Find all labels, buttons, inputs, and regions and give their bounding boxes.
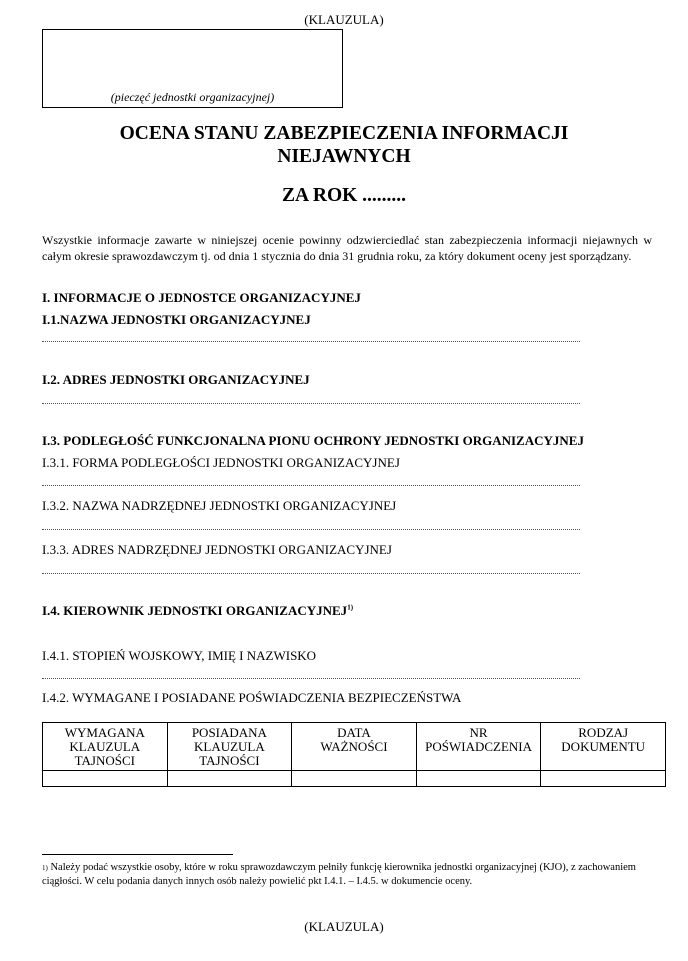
footer-klauzula: (KLAUZULA)	[304, 919, 384, 934]
header-klauzula: (KLAUZULA)	[304, 12, 384, 27]
table-cell-document-type[interactable]	[541, 771, 666, 787]
header-line: POSIADANA	[191, 725, 267, 740]
section-1-4-heading-text: I.4. KIEROWNIK JEDNOSTKI ORGANIZACYJNEJ	[42, 603, 348, 618]
footnote-separator	[42, 854, 233, 855]
header-required-clause	[43, 723, 168, 771]
header-line: KLAUZULA	[194, 739, 265, 754]
field-line-parent-name[interactable]	[42, 529, 580, 530]
header-line: WYMAGANA	[64, 725, 145, 740]
section-1-2-heading: I.2. ADRES JEDNOSTKI ORGANIZACYJNEJ	[42, 372, 310, 387]
section-1-4-heading	[42, 603, 353, 619]
table-cell-held-clause[interactable]	[167, 771, 292, 787]
footnote-ref: 1)	[347, 603, 354, 612]
section-1-1-heading: I.1.NAZWA JEDNOSTKI ORGANIZACYJNEJ	[42, 312, 311, 327]
section-1-heading: I. INFORMACJE O JEDNOSTCE ORGANIZACYJNEJ	[42, 290, 361, 305]
intro-paragraph: Wszystkie informacje zawarte w niniejszej ocenie powinny odzwierciedlać stan zabezpieczenia informacji niejawnych w całym okresie sprawozdawczym tj. od dnia 1 stycznia do dnia 31 grudnia roku, za który dokument oceny jest sporządzany.	[42, 233, 652, 263]
field-line-parent-address[interactable]	[42, 573, 580, 574]
document-title-line2: NIEJAWNYCH	[277, 146, 411, 167]
field-line-address[interactable]	[42, 403, 580, 404]
header-document-type	[541, 723, 666, 771]
clearance-table	[42, 722, 666, 787]
header-line: KLAUZULA	[69, 739, 141, 754]
header-line: WAŻNOŚCI	[320, 739, 388, 754]
document-title-line1: OCENA STANU ZABEZPIECZENIA INFORMACJI	[119, 123, 569, 144]
field-line-head-name[interactable]	[42, 678, 580, 679]
table-cell-required-clause[interactable]	[43, 771, 168, 787]
table-cell-validity-date[interactable]	[292, 771, 417, 787]
header-line: RODZAJ	[578, 725, 629, 740]
section-1-3-heading: I.3. PODLEGŁOŚĆ FUNKCJONALNA PIONU OCHRONY JEDNOSTKI ORGANIZACYJNEJ	[42, 433, 584, 448]
header-line: TAJNOŚCI	[74, 753, 135, 768]
header-line: DATA	[337, 725, 371, 740]
field-line-subordination-form[interactable]	[42, 485, 580, 486]
header-line: NR	[469, 725, 488, 740]
footnote	[42, 861, 654, 889]
header-validity-date	[292, 723, 417, 771]
clearance-table-header-row	[43, 723, 666, 771]
footnote-mark: 1)	[42, 864, 48, 872]
stamp-label: (pieczęć jednostki organizacyjnej)	[110, 90, 275, 104]
document-title-year: ZA ROK .........	[281, 185, 407, 206]
footnote-text: Należy podać wszystkie osoby, które w roku sprawozdawczym pełniły funkcję kierownika jednostki organizacyjnej (KJO), z zachowaniem ciągłości. W celu podania danych innych osób należy powielić pkt I.4.1. – I.4.5. w dokumencie oceny.	[42, 862, 636, 887]
section-1-3-1-label: I.3.1. FORMA PODLEGŁOŚCI JEDNOSTKI ORGANIZACYJNEJ	[42, 455, 400, 470]
header-line: TAJNOŚCI	[199, 753, 260, 768]
header-line: POŚWIADCZENIA	[425, 739, 533, 754]
field-line-name[interactable]	[42, 341, 580, 342]
section-1-3-2-label: I.3.2. NAZWA NADRZĘDNEJ JEDNOSTKI ORGANIZACYJNEJ	[42, 498, 397, 513]
section-1-4-2-label: I.4.2. WYMAGANE I POSIADANE POŚWIADCZENIA BEZPIECZEŃSTWA	[42, 690, 462, 705]
header-line: DOKUMENTU	[561, 739, 646, 754]
stamp-box	[42, 29, 343, 108]
table-cell-certificate-number[interactable]	[416, 771, 541, 787]
section-1-3-3-label: I.3.3. ADRES NADRZĘDNEJ JEDNOSTKI ORGANIZACYJNEJ	[42, 542, 392, 557]
section-1-4-1-label: I.4.1. STOPIEŃ WOJSKOWY, IMIĘ I NAZWISKO	[42, 648, 317, 663]
header-certificate-number	[416, 723, 541, 771]
header-held-clause	[167, 723, 292, 771]
table-row	[43, 771, 666, 787]
